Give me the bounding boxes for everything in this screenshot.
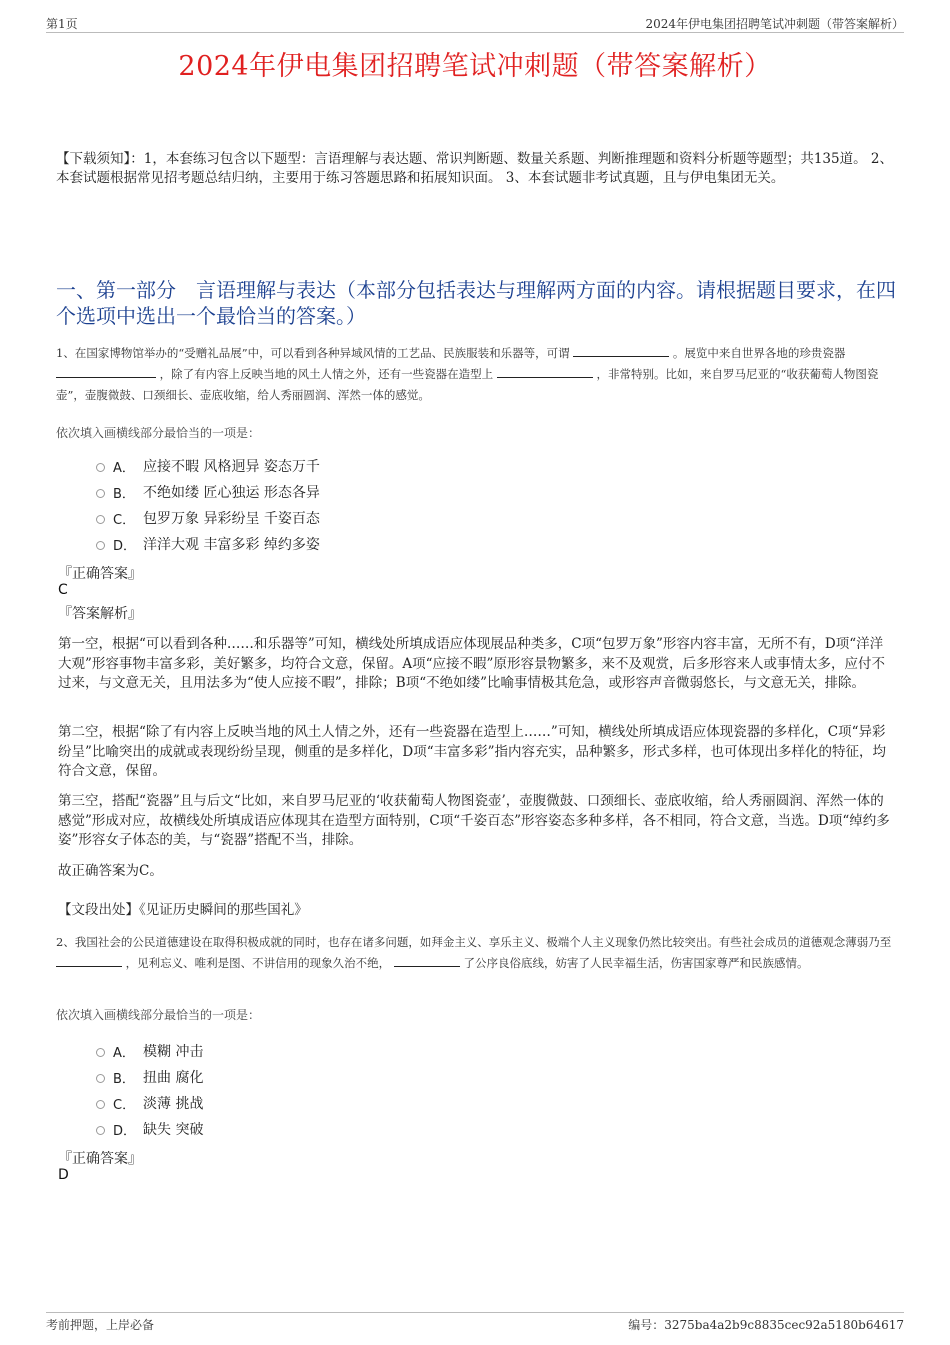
q2-part1: 2、我国社会的公民道德建设在取得积极成就的同时，也存在诸多问题，如拜金主义、享乐主义、极端个人主义现象仍然比较突出。有些社会成员的道德观念薄弱乃至: [56, 935, 892, 949]
radio-icon[interactable]: [96, 1048, 105, 1057]
answer-blank: [56, 365, 156, 378]
option-text: 应接不暇 风格迥异 姿态万千: [143, 459, 320, 475]
q1-part4: ，非常特别。比如，来自罗马尼亚的“收获葡萄人物图瓷壶”，壶腹微鼓、口颈细长、壶底收缩，给人秀丽圆润、浑然一体的感觉。: [56, 367, 879, 402]
radio-icon[interactable]: [96, 463, 105, 472]
q1-option-d[interactable]: [96, 534, 320, 554]
answer-blank: [56, 954, 122, 967]
q2-part3: 了公序良俗底线，妨害了人民幸福生活，伤害国家尊严和民族感情。: [463, 956, 809, 970]
option-letter: B．: [113, 1071, 135, 1087]
option-text: 包罗万象 异彩纷呈 千姿百态: [143, 511, 320, 527]
page-number: 第1页: [46, 17, 78, 31]
radio-icon[interactable]: [96, 1100, 105, 1109]
option-letter: C．: [113, 512, 136, 528]
q1-answer-label: 『正确答案』: [58, 566, 142, 582]
option-text: 模糊 冲击: [143, 1044, 204, 1060]
q2-option-b[interactable]: [96, 1067, 203, 1087]
option-letter: D．: [113, 1123, 137, 1139]
q2-option-c[interactable]: [96, 1093, 203, 1113]
q1-analysis-paragraph-3: 第三空，搭配“瓷器”且与后文“比如，来自罗马尼亚的‘收获葡萄人物图瓷壶’，壶腹微鼓、口颈细长、壶底收缩，给人秀丽圆润、浑然一体的感觉”形成对应，故横线处所填成语应体现其在造型方面特别，C项“千姿百态”形容姿态多种多样，各不相同，符合文意，当选。D项“绰约多姿”形容女子体态的美，与“瓷器”搭配不当，排除。: [58, 793, 890, 848]
q1-option-a[interactable]: [96, 456, 320, 476]
answer-blank: [394, 954, 460, 967]
q2-answer: D: [58, 1167, 69, 1183]
question-1-text: [56, 343, 898, 406]
page-title: 2024年伊电集团招聘笔试冲刺题（带答案解析）: [178, 51, 772, 82]
option-text: 扭曲 腐化: [143, 1070, 204, 1086]
footer-doc-id: 编号：3275ba4a2b9c8835cec92a5180b64617: [628, 1318, 904, 1332]
q2-answer-label: 『正确答案』: [58, 1151, 142, 1167]
q2-option-d[interactable]: [96, 1119, 203, 1139]
option-letter: B．: [113, 486, 135, 502]
q1-source: 【文段出处】《见证历史瞬间的那些国礼》: [58, 902, 308, 918]
option-text: 淡薄 挑战: [143, 1096, 204, 1112]
option-letter: A．: [113, 1045, 135, 1061]
option-letter: D．: [113, 538, 137, 554]
q1-analysis-conclusion: 故正确答案为C。: [58, 863, 163, 879]
option-text: 缺失 突破: [143, 1122, 204, 1138]
q2-option-a[interactable]: [96, 1041, 203, 1061]
q1-part1: 1、在国家博物馆举办的“受赠礼品展”中，可以看到各种异域风情的工艺品、民族服装和乐器等，可谓: [56, 346, 570, 360]
radio-icon[interactable]: [96, 515, 105, 524]
radio-icon[interactable]: [96, 489, 105, 498]
radio-icon[interactable]: [96, 541, 105, 550]
answer-blank: [497, 365, 593, 378]
q1-part3: ，除了有内容上反映当地的风土人情之外，还有一些瓷器在造型上: [159, 367, 494, 381]
radio-icon[interactable]: [96, 1074, 105, 1083]
q1-analysis-paragraph-2: 第二空，根据“除了有内容上反映当地的风土人情之外，还有一些瓷器在造型上……”可知，横线处所填成语应体现瓷器的多样化，C项“异彩纷呈”比喻突出的成就或表现纷纷呈现，侧重的是多样化，D项“丰富多彩”指内容充实，品种繁多，形式多样，也可体现出多样化的特征，均符合文意，保留。: [58, 724, 887, 779]
option-text: 洋洋大观 丰富多彩 绰约多姿: [143, 537, 320, 553]
option-letter: A．: [113, 460, 135, 476]
q1-analysis-paragraph-1: 第一空，根据“可以看到各种……和乐器等”可知，横线处所填成语应体现展品种类多，C项“包罗万象”形容内容丰富，无所不有，D项“洋洋大观”形容事物丰富多彩，美好繁多，均符合文意，保留。A项“应接不暇”原形容景物繁多，来不及观赏，后多形容来人或事情太多，应付不过来，与文意无关，且用法多为“使人应接不暇”，排除；B项“不绝如缕”比喻事情极其危急，或形容声音微弱悠长，与文意无关，排除。: [58, 636, 885, 691]
q1-option-b[interactable]: [96, 482, 320, 502]
q1-answer: C: [58, 582, 68, 598]
footer-slogan: 考前押题，上岸必备: [46, 1318, 155, 1332]
q1-analysis-label: 『答案解析』: [58, 606, 142, 622]
option-text: 不绝如缕 匠心独运 形态各异: [143, 485, 320, 501]
answer-blank: [573, 344, 669, 357]
radio-icon[interactable]: [96, 1126, 105, 1135]
option-letter: C．: [113, 1097, 136, 1113]
q1-lead: 依次填入画横线部分最恰当的一项是：: [56, 426, 261, 440]
q1-part2: 。展览中来自世界各地的珍贵瓷器: [672, 346, 846, 360]
section-heading: 一、第一部分 言语理解与表达（本部分包括表达与理解两方面的内容。请根据题目要求，在四个选项中选出一个最恰当的答案。）: [56, 278, 896, 328]
download-notice: 【下载须知】：1，本套练习包含以下题型：言语理解与表达题、常识判断题、数量关系题、判断推理题和资料分析题等题型；共135道。 2、本套试题根据常见招考题总结归纳，主要用于练习答题思路和拓展知识面。 3、本套试题非考试真题，且与伊电集团无关。: [56, 151, 893, 186]
header-doc-title: 2024年伊电集团招聘笔试冲刺题（带答案解析）: [645, 17, 904, 31]
q1-option-c[interactable]: [96, 508, 320, 528]
q2-lead: 依次填入画横线部分最恰当的一项是：: [56, 1008, 261, 1022]
page-header: [46, 12, 904, 33]
page-footer: [46, 1312, 904, 1335]
question-2-text: [56, 932, 898, 974]
q2-part2: ，见利忘义、唯利是图、不讲信用的现象久治不绝，: [125, 956, 391, 970]
